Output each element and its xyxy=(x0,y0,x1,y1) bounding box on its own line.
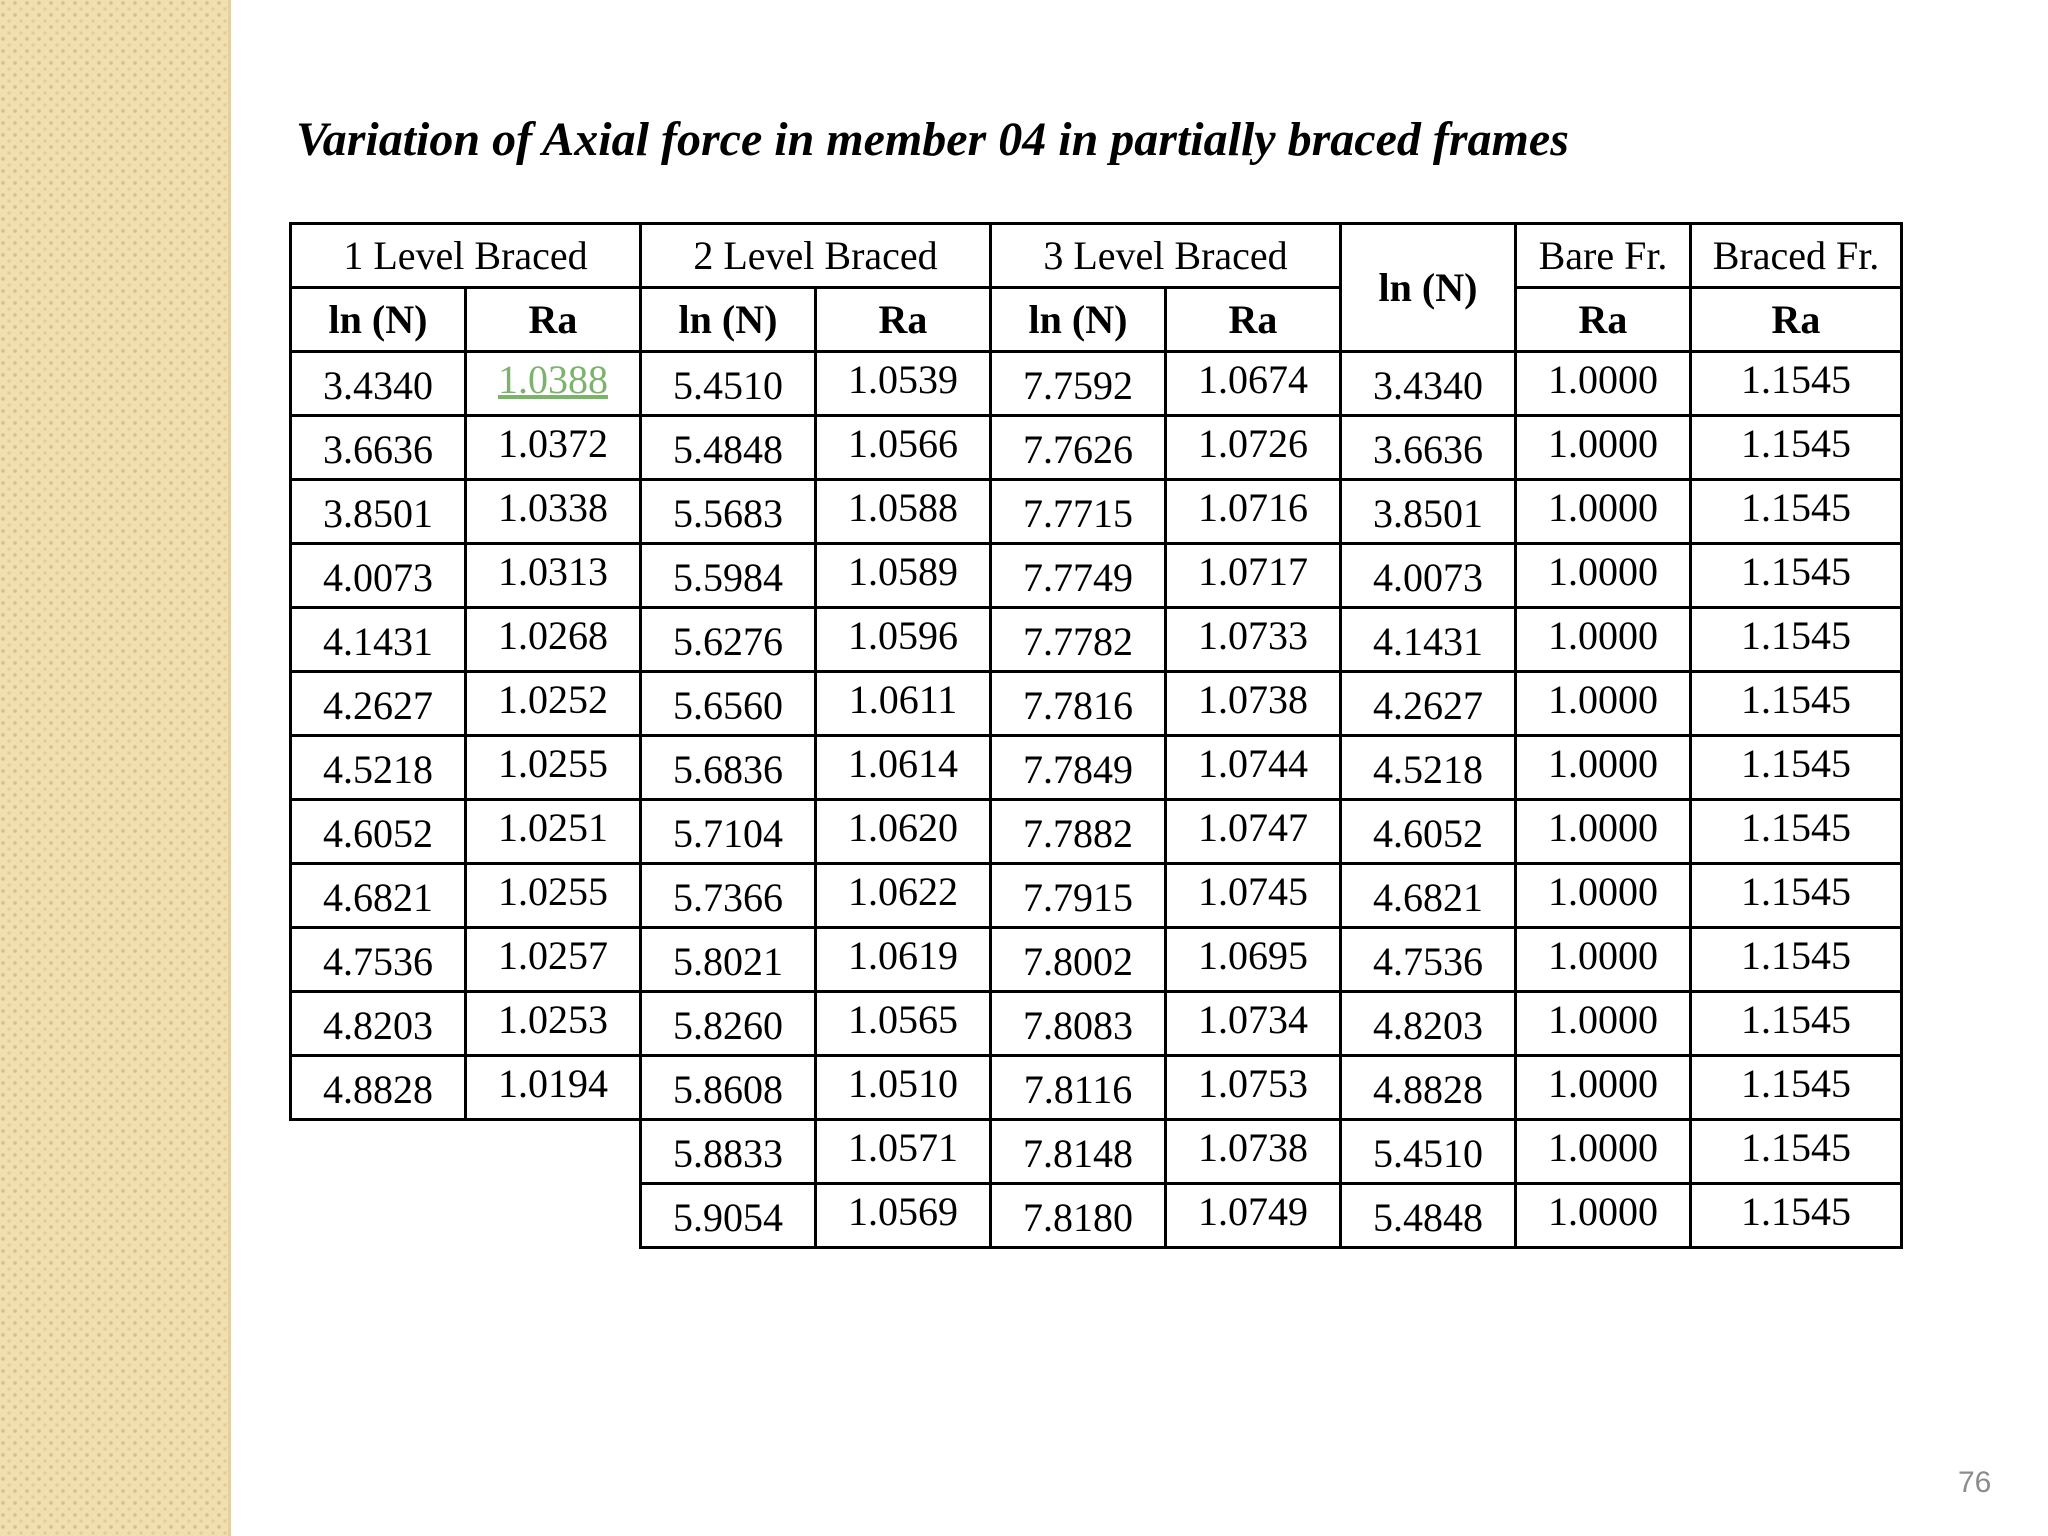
cell-ra-3 xyxy=(1166,1120,1341,1184)
cell-ra-1 xyxy=(466,736,641,800)
cell-value: 1.0000 xyxy=(1548,677,1658,722)
cell-value: 1.0749 xyxy=(1198,1189,1308,1234)
cell-ra-1 xyxy=(466,1056,641,1120)
cell-ra-3 xyxy=(1166,864,1341,928)
cell-ln-n-3 xyxy=(991,736,1166,800)
table-row xyxy=(291,1120,1902,1184)
cell-value: 1.0338 xyxy=(498,485,608,530)
cell-value: 1.0313 xyxy=(498,549,608,594)
cell-ln-n-3 xyxy=(991,416,1166,480)
cell-ra-2 xyxy=(816,544,991,608)
cell-ra-3 xyxy=(1166,1184,1341,1248)
table-row xyxy=(291,1056,1902,1120)
cell-value: 1.0747 xyxy=(1198,805,1308,850)
cell-ra-bare xyxy=(1516,864,1691,928)
cell-value: 1.1545 xyxy=(1741,1061,1851,1106)
cell-ra-braced xyxy=(1691,992,1902,1056)
cell-ra-bare xyxy=(1516,352,1691,416)
cell-ra-2 xyxy=(816,480,991,544)
cell-ln-n-1 xyxy=(291,800,466,864)
cell-value: 5.5683 xyxy=(673,491,783,536)
cell-value: 1.0000 xyxy=(1548,933,1658,978)
header-ln-n: ln (N) xyxy=(1341,224,1516,352)
cell-value: 4.7536 xyxy=(1373,939,1483,984)
cell-value: 7.7782 xyxy=(1023,619,1133,664)
cell-value: 5.5984 xyxy=(673,555,783,600)
cell-ra-2 xyxy=(816,1120,991,1184)
cell-ln-n-2 xyxy=(641,480,816,544)
cell-value: 4.0073 xyxy=(323,555,433,600)
cell-ln-n-2 xyxy=(641,1120,816,1184)
cell-value: 4.5218 xyxy=(1373,747,1483,792)
cell-value: 1.0596 xyxy=(848,613,958,658)
cell-value: 1.0571 xyxy=(848,1125,958,1170)
cell-ra-3 xyxy=(1166,544,1341,608)
cell-ra-braced xyxy=(1691,1120,1902,1184)
cell-value: 1.0611 xyxy=(848,677,958,722)
cell-value: 1.0738 xyxy=(1198,1125,1308,1170)
cell-value: 7.7749 xyxy=(1023,555,1133,600)
cell-ra-bare xyxy=(1516,992,1691,1056)
cell-ln-n-1 xyxy=(291,480,466,544)
cell-ra-3 xyxy=(1166,672,1341,736)
cell-value: 7.7849 xyxy=(1023,747,1133,792)
cell-value: 3.4340 xyxy=(1373,363,1483,408)
cell-value: 5.8833 xyxy=(673,1131,783,1176)
cell-value: 7.7626 xyxy=(1023,427,1133,472)
cell-ln-n-3 xyxy=(991,1184,1166,1248)
cell-ln-n-1 xyxy=(291,672,466,736)
cell-ln-n-1 xyxy=(291,992,466,1056)
cell-value: 1.0674 xyxy=(1198,357,1308,402)
cell-ln-n xyxy=(1341,544,1516,608)
table-row xyxy=(291,352,1902,416)
table-body xyxy=(291,352,1902,1248)
cell-value: 1.0566 xyxy=(848,421,958,466)
cell-value: 1.1545 xyxy=(1741,677,1851,722)
cell-value: 7.8180 xyxy=(1023,1195,1133,1240)
cell-ra-3 xyxy=(1166,480,1341,544)
table-row xyxy=(291,864,1902,928)
cell-value: 1.1545 xyxy=(1741,1189,1851,1234)
subheader-ra: Ra xyxy=(1691,288,1902,352)
cell-ln-n-1 xyxy=(291,1056,466,1120)
cell-ra-3 xyxy=(1166,1056,1341,1120)
cell-ln-n xyxy=(1341,1120,1516,1184)
cell-ln-n-1 xyxy=(291,608,466,672)
cell-value: 1.0738 xyxy=(1198,677,1308,722)
subheader-ra: Ra xyxy=(1516,288,1691,352)
table-row xyxy=(291,480,1902,544)
cell-ln-n-2 xyxy=(641,608,816,672)
cell-ln-n-2 xyxy=(641,416,816,480)
table-row xyxy=(291,928,1902,992)
cell-ra-2 xyxy=(816,928,991,992)
cell-value: 1.0753 xyxy=(1198,1061,1308,1106)
cell-ln-n-2 xyxy=(641,544,816,608)
decorative-side-strip xyxy=(0,0,228,1536)
cell-value: 3.6636 xyxy=(1373,427,1483,472)
cell-ra-3 xyxy=(1166,608,1341,672)
cell-ra-3 xyxy=(1166,352,1341,416)
cell-value: 1.0000 xyxy=(1548,1061,1658,1106)
cell-ra-1 xyxy=(466,608,641,672)
cell-value: 1.1545 xyxy=(1741,485,1851,530)
cell-value: 4.1431 xyxy=(323,619,433,664)
cell-ln-n xyxy=(1341,992,1516,1056)
cell-ra-2 xyxy=(816,864,991,928)
cell-value: 4.6821 xyxy=(323,875,433,920)
cell-ln-n-1 xyxy=(291,736,466,800)
cell-ra-2 xyxy=(816,608,991,672)
cell-ln-n-3 xyxy=(991,672,1166,736)
cell-value: 5.8260 xyxy=(673,1003,783,1048)
subheader-ln-n: ln (N) xyxy=(991,288,1166,352)
cell-ra-braced xyxy=(1691,800,1902,864)
cell-ra-braced xyxy=(1691,928,1902,992)
cell-ln-n-3 xyxy=(991,544,1166,608)
side-strip-edge xyxy=(228,0,231,1536)
cell-ra-braced xyxy=(1691,544,1902,608)
cell-ln-n-1 xyxy=(291,352,466,416)
cell-ra-bare xyxy=(1516,608,1691,672)
cell-value: 1.0372 xyxy=(498,421,608,466)
cell-value: 1.0716 xyxy=(1198,485,1308,530)
cell-value: 4.8828 xyxy=(1373,1067,1483,1112)
cell-value: 1.0000 xyxy=(1548,549,1658,594)
cell-value: 4.0073 xyxy=(1373,555,1483,600)
cell-value: 5.6276 xyxy=(673,619,783,664)
cell-ra-1 xyxy=(466,544,641,608)
page-number: 76 xyxy=(1958,1466,1992,1499)
cell-value: 5.9054 xyxy=(673,1195,783,1240)
cell-ln-n xyxy=(1341,1056,1516,1120)
cell-ln-n-3 xyxy=(991,992,1166,1056)
cell-value: 4.8828 xyxy=(323,1067,433,1112)
cell-ra-braced xyxy=(1691,352,1902,416)
cell-value: 1.1545 xyxy=(1741,613,1851,658)
cell-ra-braced xyxy=(1691,864,1902,928)
cell-value: 4.6052 xyxy=(1373,811,1483,856)
cell-value: 1.1545 xyxy=(1741,1125,1851,1170)
cell-ra-3 xyxy=(1166,800,1341,864)
cell-ra-1 xyxy=(466,992,641,1056)
cell-value: 1.0257 xyxy=(498,933,608,978)
cell-ra-bare xyxy=(1516,416,1691,480)
cell-ra-3 xyxy=(1166,928,1341,992)
cell-value: 1.0744 xyxy=(1198,741,1308,786)
cell-value: 1.0194 xyxy=(498,1061,608,1106)
cell-ra-braced xyxy=(1691,736,1902,800)
cell-ln-n-2 xyxy=(641,1056,816,1120)
subheader-ln-n: ln (N) xyxy=(291,288,466,352)
cell-ra-bare xyxy=(1516,736,1691,800)
cell-ln-n-3 xyxy=(991,864,1166,928)
cell-value: 1.0253 xyxy=(498,997,608,1042)
table-row xyxy=(291,416,1902,480)
header-braced-frame: Braced Fr. xyxy=(1691,224,1902,288)
cell-value: 1.0569 xyxy=(848,1189,958,1234)
cell-value: 4.1431 xyxy=(1373,619,1483,664)
table-row xyxy=(291,608,1902,672)
cell-value: 7.8002 xyxy=(1023,939,1133,984)
cell-ra-bare xyxy=(1516,1056,1691,1120)
cell-ln-n-3 xyxy=(991,1056,1166,1120)
cell-ln-n xyxy=(1341,928,1516,992)
cell-value: 1.0733 xyxy=(1198,613,1308,658)
sub-header-row xyxy=(291,288,1902,352)
cell-ln-n xyxy=(1341,672,1516,736)
cell-ln-n xyxy=(1341,480,1516,544)
cell-value: 5.4848 xyxy=(1373,1195,1483,1240)
cell-value: 4.6821 xyxy=(1373,875,1483,920)
cell-ln-n xyxy=(1341,1184,1516,1248)
cell-ra-1 xyxy=(466,672,641,736)
cell-value: 1.0000 xyxy=(1548,421,1658,466)
cell-ln-n xyxy=(1341,352,1516,416)
cell-ra-3 xyxy=(1166,992,1341,1056)
cell-value: 5.4510 xyxy=(1373,1131,1483,1176)
cell-value: 1.0000 xyxy=(1548,485,1658,530)
cell-ra-bare xyxy=(1516,672,1691,736)
cell-value: 1.0255 xyxy=(498,869,608,914)
header-2-level-braced: 2 Level Braced xyxy=(641,224,991,288)
cell-value: 1.0717 xyxy=(1198,549,1308,594)
cell-value: 1.0000 xyxy=(1548,357,1658,402)
cell-value: 1.0000 xyxy=(1548,997,1658,1042)
cell-value: 1.0000 xyxy=(1548,1125,1658,1170)
cell-value: 1.1545 xyxy=(1741,933,1851,978)
cell-ln-n-2 xyxy=(641,928,816,992)
cell-value: 1.0000 xyxy=(1548,805,1658,850)
cell-value: 1.0589 xyxy=(848,549,958,594)
cell-ra-bare xyxy=(1516,800,1691,864)
header-3-level-braced: 3 Level Braced xyxy=(991,224,1341,288)
cell-value: 1.0539 xyxy=(848,357,958,402)
cell-ra-braced xyxy=(1691,608,1902,672)
cell-ra-bare xyxy=(1516,480,1691,544)
cell-value: 1.1545 xyxy=(1741,869,1851,914)
cell-value: 1.0510 xyxy=(848,1061,958,1106)
cell-value: 1.0000 xyxy=(1548,869,1658,914)
cell-value: 5.8021 xyxy=(673,939,783,984)
cell-value: 5.8608 xyxy=(673,1067,783,1112)
cell-value: 4.5218 xyxy=(323,747,433,792)
cell-ra-bare xyxy=(1516,1120,1691,1184)
cell-ln-n xyxy=(1341,416,1516,480)
cell-ln-n-1 xyxy=(291,416,466,480)
cell-value: 3.4340 xyxy=(323,363,433,408)
cell-value: 1.1545 xyxy=(1741,357,1851,402)
cell-value: 7.7592 xyxy=(1023,363,1133,408)
cell-ra-braced xyxy=(1691,1184,1902,1248)
cell-ln-n xyxy=(1341,800,1516,864)
cell-ln-n-2 xyxy=(641,736,816,800)
cell-value: 4.8203 xyxy=(323,1003,433,1048)
cell-value: 3.8501 xyxy=(323,491,433,536)
cell-value: 1.0252 xyxy=(498,677,608,722)
cell-value: 1.0726 xyxy=(1198,421,1308,466)
cell-ln-n-3 xyxy=(991,608,1166,672)
cell-ra-2 xyxy=(816,1056,991,1120)
header-bare-frame: Bare Fr. xyxy=(1516,224,1691,288)
cell-ln-n-3 xyxy=(991,1120,1166,1184)
cell-value: 1.1545 xyxy=(1741,741,1851,786)
cell-ra-2 xyxy=(816,992,991,1056)
table-row xyxy=(291,736,1902,800)
table-row xyxy=(291,672,1902,736)
cell-value: 5.7104 xyxy=(673,811,783,856)
cell-value: 7.7816 xyxy=(1023,683,1133,728)
cell-ra-1 xyxy=(466,800,641,864)
cell-value: 4.6052 xyxy=(323,811,433,856)
cell-value: 7.8148 xyxy=(1023,1131,1133,1176)
cell-value: 3.8501 xyxy=(1373,491,1483,536)
cell-value: 1.1545 xyxy=(1741,997,1851,1042)
cell-value: 1.0734 xyxy=(1198,997,1308,1042)
cell-value: 1.1545 xyxy=(1741,421,1851,466)
cell-ln-n-2 xyxy=(641,864,816,928)
cell-ra-3 xyxy=(1166,736,1341,800)
subheader-ra: Ra xyxy=(816,288,991,352)
empty-cell xyxy=(466,1120,641,1184)
cell-ln-n-2 xyxy=(641,352,816,416)
table-row xyxy=(291,800,1902,864)
empty-cell xyxy=(466,1184,641,1248)
cell-value: 1.0255 xyxy=(498,741,608,786)
cell-ra-braced xyxy=(1691,480,1902,544)
cell-ra-1 xyxy=(466,928,641,992)
cell-ra-2 xyxy=(816,1184,991,1248)
subheader-ra: Ra xyxy=(1166,288,1341,352)
group-header-row xyxy=(291,224,1902,288)
cell-value: 1.0622 xyxy=(848,869,958,914)
cell-value: 1.1545 xyxy=(1741,805,1851,850)
cell-value: 5.7366 xyxy=(673,875,783,920)
cell-ln-n-1 xyxy=(291,928,466,992)
cell-value: 1.0000 xyxy=(1548,741,1658,786)
cell-value: 1.0614 xyxy=(848,741,958,786)
cell-ln-n-1 xyxy=(291,544,466,608)
cell-ln-n-3 xyxy=(991,800,1166,864)
cell-ln-n-3 xyxy=(991,928,1166,992)
cell-value: 1.0745 xyxy=(1198,869,1308,914)
cell-ra-bare xyxy=(1516,544,1691,608)
cell-value: 1.0695 xyxy=(1198,933,1308,978)
cell-ln-n-3 xyxy=(991,352,1166,416)
cell-value: 1.0620 xyxy=(848,805,958,850)
cell-ra-bare xyxy=(1516,928,1691,992)
cell-value: 7.7915 xyxy=(1023,875,1133,920)
cell-value: 4.8203 xyxy=(1373,1003,1483,1048)
subheader-ra: Ra xyxy=(466,288,641,352)
cell-value: 5.6560 xyxy=(673,683,783,728)
cell-value: 4.2627 xyxy=(323,683,433,728)
cell-ln-n xyxy=(1341,608,1516,672)
cell-ln-n-3 xyxy=(991,480,1166,544)
cell-value: 1.0565 xyxy=(848,997,958,1042)
cell-ln-n-2 xyxy=(641,800,816,864)
cell-ln-n-2 xyxy=(641,992,816,1056)
cell-value: 1.0619 xyxy=(848,933,958,978)
cell-value: 7.8083 xyxy=(1023,1003,1133,1048)
cell-value: 1.1545 xyxy=(1741,549,1851,594)
cell-ra-3 xyxy=(1166,416,1341,480)
cell-ra-2 xyxy=(816,736,991,800)
header-1-level-braced: 1 Level Braced xyxy=(291,224,641,288)
cell-value: 1.0588 xyxy=(848,485,958,530)
cell-ra-braced xyxy=(1691,1056,1902,1120)
cell-ln-n-1 xyxy=(291,864,466,928)
table-row xyxy=(291,544,1902,608)
slide-title: Variation of Axial force in member 04 in partially braced frames xyxy=(296,113,1569,166)
cell-ra-2 xyxy=(816,672,991,736)
cell-ra-1 xyxy=(466,480,641,544)
cell-value: 7.7882 xyxy=(1023,811,1133,856)
empty-cell xyxy=(291,1184,466,1248)
subheader-ln-n: ln (N) xyxy=(641,288,816,352)
empty-cell xyxy=(291,1120,466,1184)
cell-ln-n-2 xyxy=(641,1184,816,1248)
cell-value: 4.2627 xyxy=(1373,683,1483,728)
cell-value: 4.7536 xyxy=(323,939,433,984)
cell-value: 1.0000 xyxy=(1548,613,1658,658)
ra-value-link[interactable]: 1.0388 xyxy=(498,357,608,402)
table-row xyxy=(291,992,1902,1056)
cell-value: 5.6836 xyxy=(673,747,783,792)
cell-ra-braced xyxy=(1691,416,1902,480)
cell-value: 7.7715 xyxy=(1023,491,1133,536)
cell-ln-n-2 xyxy=(641,672,816,736)
cell-ra-1 xyxy=(466,864,641,928)
axial-force-table xyxy=(289,222,1903,1249)
cell-value: 5.4848 xyxy=(673,427,783,472)
cell-value: 7.8116 xyxy=(1023,1067,1133,1112)
cell-ra-1 xyxy=(466,352,641,416)
cell-value: 1.0268 xyxy=(498,613,608,658)
cell-ra-2 xyxy=(816,416,991,480)
cell-ra-2 xyxy=(816,352,991,416)
cell-ra-bare xyxy=(1516,1184,1691,1248)
cell-ra-1 xyxy=(466,416,641,480)
cell-ln-n xyxy=(1341,736,1516,800)
cell-value: 1.0000 xyxy=(1548,1189,1658,1234)
cell-ln-n xyxy=(1341,864,1516,928)
cell-value: 1.0251 xyxy=(498,805,608,850)
cell-ra-braced xyxy=(1691,672,1902,736)
cell-value: 3.6636 xyxy=(323,427,433,472)
cell-value: 5.4510 xyxy=(673,363,783,408)
cell-ra-2 xyxy=(816,800,991,864)
table-row xyxy=(291,1184,1902,1248)
